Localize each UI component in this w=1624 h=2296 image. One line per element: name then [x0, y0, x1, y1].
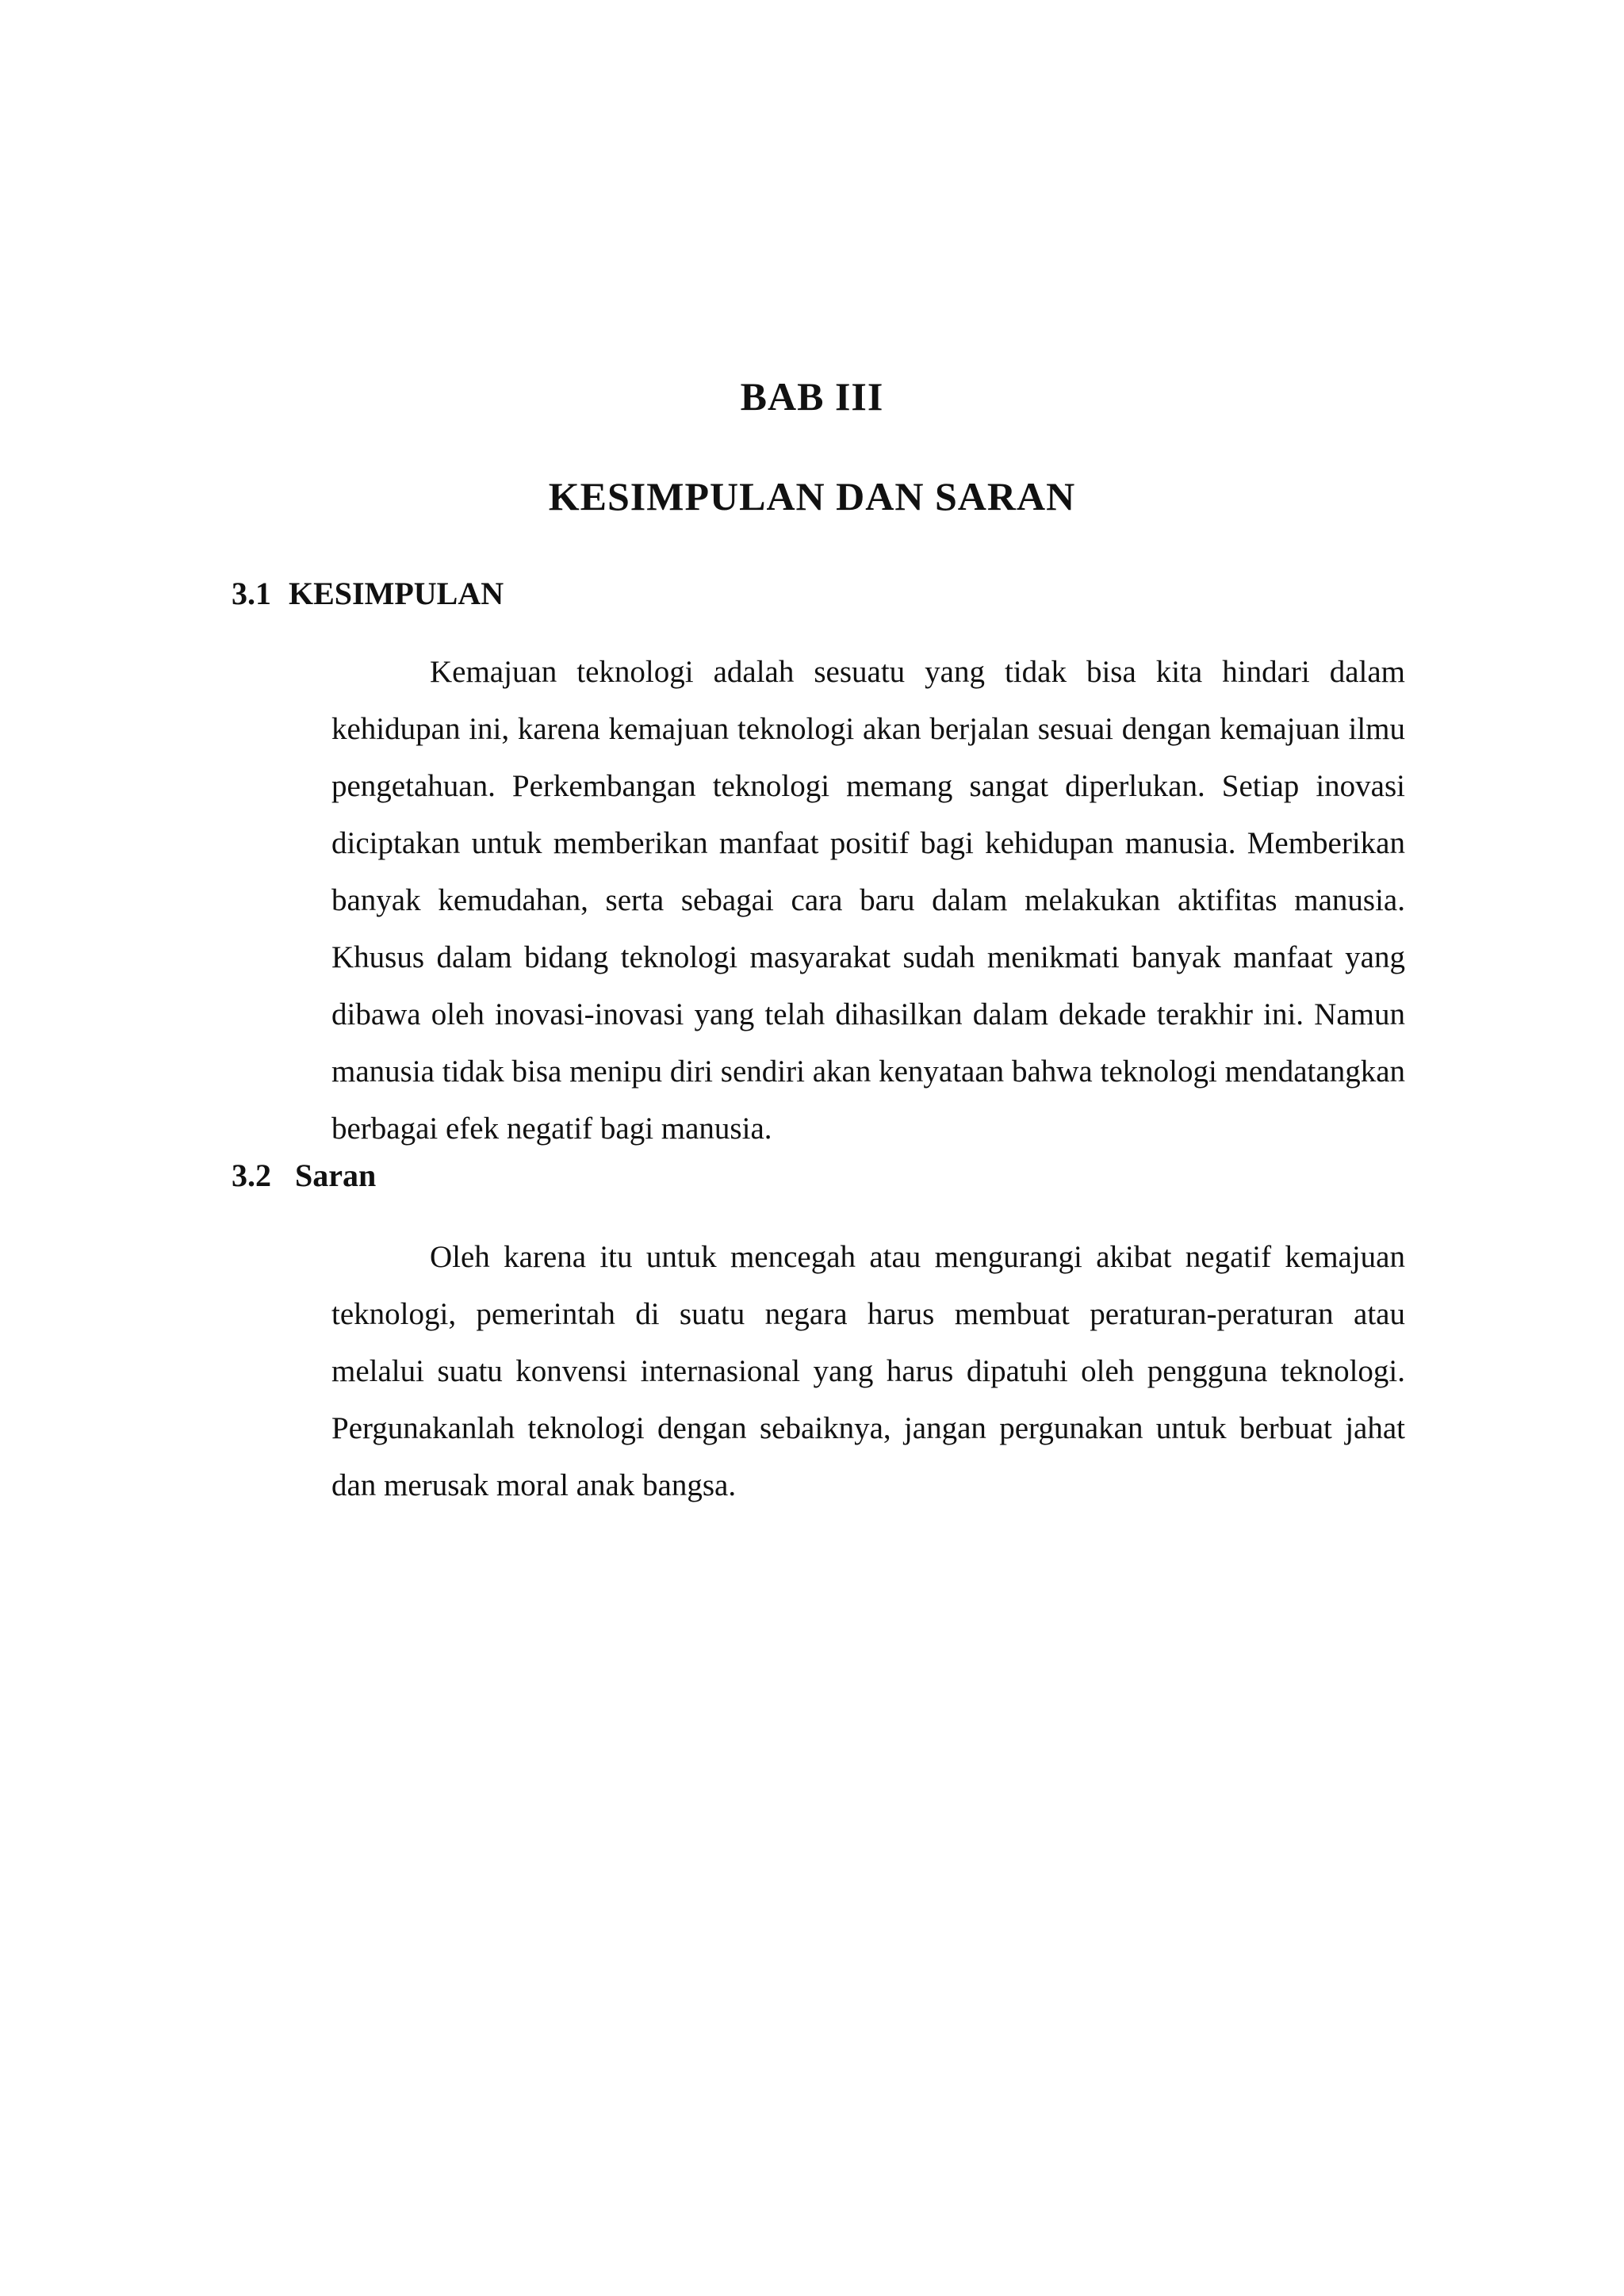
chapter-label: BAB III	[740, 374, 884, 419]
kesimpulan-paragraph: Kemajuan teknologi adalah sesuatu yang tidak bisa kita hindari dalam kehidupan ini, karena kemajuan teknologi akan berjalan sesuai dengan kemajuan ilmu pengetahuan. Perkembangan teknologi memang sangat diperlukan. Setiap inovasi diciptakan untuk memberikan manfaat positif bagi kehidupan manusia. Memberikan banyak kemudahan, serta sebagai cara baru dalam melakukan aktifitas manusia. Khusus dalam bidang teknologi masyarakat sudah menikmati banyak manfaat yang dibawa oleh inovasi-inovasi yang telah dihasilkan dalam dekade terakhir ini. Namun manusia tidak bisa menipu diri sendiri akan kenyataan bahwa teknologi mendatangkan berbagai efek negatif bagi manusia.	[331, 655, 1405, 1146]
section-number: 3.1	[232, 576, 271, 611]
section-heading-saran	[232, 1156, 376, 1196]
chapter-title: KESIMPULAN DAN SARAN	[548, 474, 1076, 519]
section-heading-kesimpulan	[232, 574, 504, 614]
section-title: Saran	[295, 1158, 377, 1193]
section-title: KESIMPULAN	[289, 576, 504, 611]
saran-paragraph: Oleh karena itu untuk mencegah atau mengurangi akibat negatif kemajuan teknologi, pemerintah di suatu negara harus membuat peraturan-peraturan atau melalui suatu konvensi internasional yang harus dipatuhi oleh pengguna teknologi. Pergunakanlah teknologi dengan sebaiknya, jangan pergunakan untuk berbuat jahat dan merusak moral anak bangsa.	[331, 1240, 1405, 1502]
section-number: 3.2	[232, 1158, 271, 1193]
